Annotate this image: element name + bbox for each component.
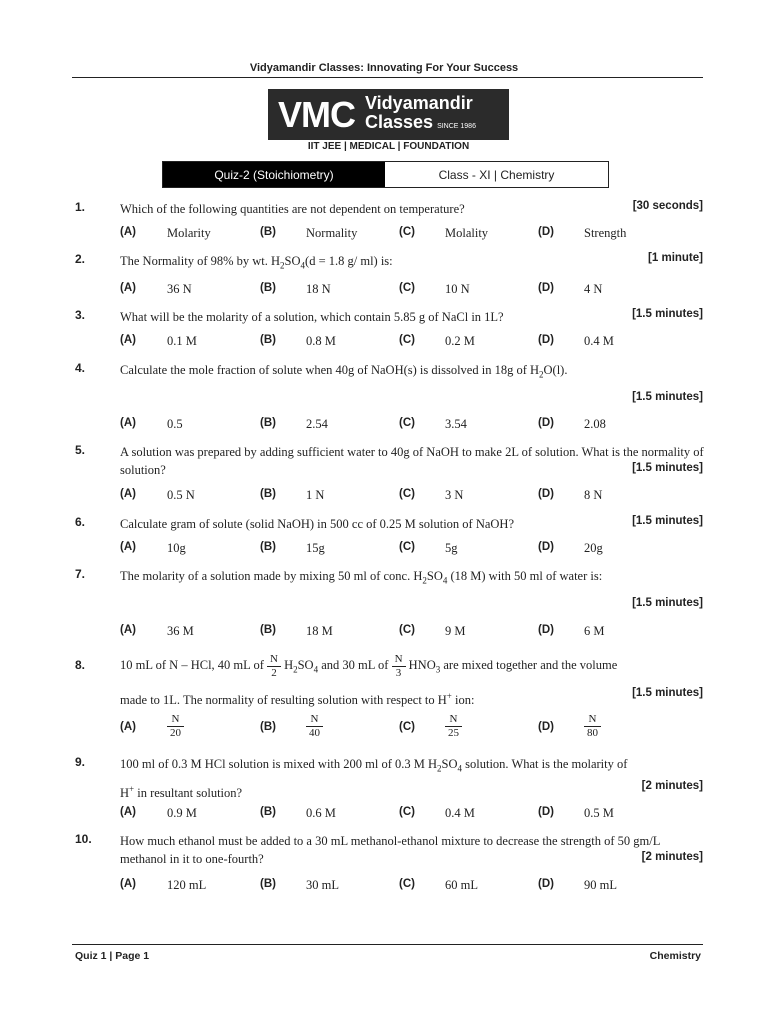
option-label: (C) xyxy=(399,806,415,818)
option-label: (C) xyxy=(399,541,415,553)
quiz-title: Quiz-2 (Stoichiometry) xyxy=(163,162,385,187)
question-text-line2: made to 1L. The normality of resulting solution with respect to H+ ion: xyxy=(120,691,475,708)
option-label: (C) xyxy=(399,334,415,346)
question-number: 5. xyxy=(75,443,86,457)
option-c: 0.4 M xyxy=(445,806,475,820)
time-limit: [1.5 minutes] xyxy=(632,308,703,320)
time-limit: [2 minutes] xyxy=(641,780,703,792)
option-label: (D) xyxy=(538,806,554,818)
option-label: (B) xyxy=(260,721,276,733)
option-label: (A) xyxy=(120,721,136,733)
option-label: (A) xyxy=(120,226,136,238)
option-d: 4 N xyxy=(584,282,603,296)
question-text: Calculate the mole fraction of solute when 40g of NaOH(s) is dissolved in 18g of $H_2O(l)$. xyxy=(120,363,568,380)
option-label: (C) xyxy=(399,721,415,733)
question-number: 10. xyxy=(75,832,92,846)
option-b: Normality xyxy=(306,226,358,240)
option-label: (C) xyxy=(399,282,415,294)
option-d: 20g xyxy=(584,541,603,555)
option-label: (D) xyxy=(538,721,554,733)
time-limit: [1.5 minutes] xyxy=(632,597,703,609)
footer-divider xyxy=(72,944,703,945)
option-label: (B) xyxy=(260,624,276,636)
option-d: $\frac{N}{80}$ xyxy=(584,713,601,740)
option-d: 2.08 xyxy=(584,417,606,431)
option-b: $\frac{N}{40}$ xyxy=(306,713,323,740)
option-a: 10g xyxy=(167,541,186,555)
option-label: (C) xyxy=(399,624,415,636)
option-c: Molality xyxy=(445,226,489,240)
option-b: 30 mL xyxy=(306,878,339,892)
page-header-title: Vidyamandir Classes: Innovating For Your Success xyxy=(249,62,519,74)
option-a: 0.9 M xyxy=(167,806,197,820)
question-text: How much ethanol must be added to a 30 mL methanol-ethanol mixture to decrease the strength of 50 gm/L methanol in it to one-fourth? xyxy=(120,834,660,866)
option-label: (A) xyxy=(120,417,136,429)
option-label: (D) xyxy=(538,334,554,346)
question-number: 8. xyxy=(75,658,86,672)
question-text: Which of the following quantities are not dependent on temperature? xyxy=(120,202,465,216)
question-number: 2. xyxy=(75,252,86,266)
option-label: (C) xyxy=(399,878,415,890)
option-b: 0.8 M xyxy=(306,334,336,348)
option-b: 18 M xyxy=(306,624,333,638)
option-label: (B) xyxy=(260,488,276,500)
option-a: 0.5 N xyxy=(167,488,195,502)
option-b: 15g xyxy=(306,541,325,555)
time-limit: [1.5 minutes] xyxy=(632,391,703,403)
question-text: The molarity of a solution made by mixing 50 ml of conc. $H_2SO_4$ (18 M) with 50 ml of water is: xyxy=(120,569,603,586)
option-label: (B) xyxy=(260,878,276,890)
option-d: 6 M xyxy=(584,624,605,638)
time-limit: [1.5 minutes] xyxy=(632,462,703,474)
question-text: 10 mL of N – HCl, 40 mL of $\frac{N}{2}$ $H_2SO_4$ and 30 mL of $\frac{N}{3}$ $HNO_3$ are mixed together and the volume xyxy=(120,652,618,679)
option-label: (A) xyxy=(120,624,136,636)
footer-left: Quiz 1 | Page 1 xyxy=(75,950,150,962)
option-label: (B) xyxy=(260,282,276,294)
quiz-class: Class - XI | Chemistry xyxy=(438,167,555,182)
header-divider xyxy=(72,77,703,78)
fraction: $\frac{N}{3}$ xyxy=(392,653,406,680)
vmc-logo xyxy=(268,89,509,140)
logo-since: SINCE 1986 xyxy=(437,122,476,130)
option-label: (C) xyxy=(399,417,415,429)
option-label: (B) xyxy=(260,806,276,818)
option-label: (B) xyxy=(260,334,276,346)
question-text: What will be the molarity of a solution, which contain 5.85 g of NaCl in 1L? xyxy=(120,310,504,324)
option-label: (D) xyxy=(538,226,554,238)
question-number: 6. xyxy=(75,515,86,529)
question-text: A solution was prepared by adding sufficient water to 40g of NaOH to make 2L of solution. What is the normality of solution? xyxy=(120,445,704,477)
option-c: $\frac{N}{25}$ xyxy=(445,713,462,740)
question-text: 100 ml of 0.3 M HCl solution is mixed with 200 ml of 0.3 M $H_2SO_4$ solution. What is the molarity of xyxy=(120,757,628,774)
option-b: 2.54 xyxy=(306,417,328,431)
option-label: (D) xyxy=(538,417,554,429)
option-label: (B) xyxy=(260,417,276,429)
logo-line1: Vidyamandir xyxy=(365,92,473,113)
option-label: (A) xyxy=(120,334,136,346)
option-label: (A) xyxy=(120,541,136,553)
option-label: (D) xyxy=(538,541,554,553)
option-label: (D) xyxy=(538,488,554,500)
option-label: (A) xyxy=(120,488,136,500)
option-c: 3 N xyxy=(445,488,464,502)
quiz-title-box xyxy=(162,161,609,188)
option-c: 10 N xyxy=(445,282,470,296)
question-text: The Normality of 98% by wt. $H_2SO_4(d = 1.8$ g/ ml) is: xyxy=(120,254,393,271)
option-label: (C) xyxy=(399,226,415,238)
time-limit: [30 seconds] xyxy=(632,200,703,212)
option-label: (C) xyxy=(399,488,415,500)
time-limit: [2 minutes] xyxy=(641,851,703,863)
option-d: 0.5 M xyxy=(584,806,614,820)
question-number: 3. xyxy=(75,308,86,322)
option-label: (A) xyxy=(120,282,136,294)
question-number: 1. xyxy=(75,200,86,214)
option-d: 8 N xyxy=(584,488,603,502)
option-a: 0.1 M xyxy=(167,334,197,348)
logo-line2: Classes xyxy=(365,111,434,132)
option-label: (A) xyxy=(120,878,136,890)
option-c: 9 M xyxy=(445,624,466,638)
option-label: (D) xyxy=(538,624,554,636)
option-a: 36 M xyxy=(167,624,194,638)
option-a: 0.5 xyxy=(167,417,183,431)
option-c: 5g xyxy=(445,541,458,555)
option-a: 120 mL xyxy=(167,878,207,892)
option-d: 90 mL xyxy=(584,878,617,892)
option-label: (D) xyxy=(538,878,554,890)
option-b: 0.6 M xyxy=(306,806,336,820)
option-a: Molarity xyxy=(167,226,211,240)
option-label: (A) xyxy=(120,806,136,818)
question-text-line2: H+ in resultant solution? xyxy=(120,784,243,801)
option-c: 60 mL xyxy=(445,878,478,892)
fraction: $\frac{N}{2}$ xyxy=(267,653,281,680)
time-limit: [1.5 minutes] xyxy=(632,687,703,699)
question-number: 7. xyxy=(75,567,86,581)
footer-right: Chemistry xyxy=(649,950,701,962)
logo-tagline: IIT JEE | MEDICAL | FOUNDATION xyxy=(307,141,470,152)
logo-vmc-text: VMC xyxy=(278,93,355,135)
option-label: (B) xyxy=(260,541,276,553)
question-number: 4. xyxy=(75,361,86,375)
option-d: 0.4 M xyxy=(584,334,614,348)
question-text: Calculate gram of solute (solid NaOH) in 500 cc of 0.25 M solution of NaOH? xyxy=(120,517,515,531)
option-d: Strength xyxy=(584,226,627,240)
option-b: 18 N xyxy=(306,282,331,296)
question-number: 9. xyxy=(75,755,86,769)
option-b: 1 N xyxy=(306,488,325,502)
option-a: $\frac{N}{20}$ xyxy=(167,713,184,740)
time-limit: [1 minute] xyxy=(648,252,703,264)
option-c: 3.54 xyxy=(445,417,467,431)
time-limit: [1.5 minutes] xyxy=(632,515,703,527)
option-label: (D) xyxy=(538,282,554,294)
option-c: 0.2 M xyxy=(445,334,475,348)
option-a: 36 N xyxy=(167,282,192,296)
option-label: (B) xyxy=(260,226,276,238)
